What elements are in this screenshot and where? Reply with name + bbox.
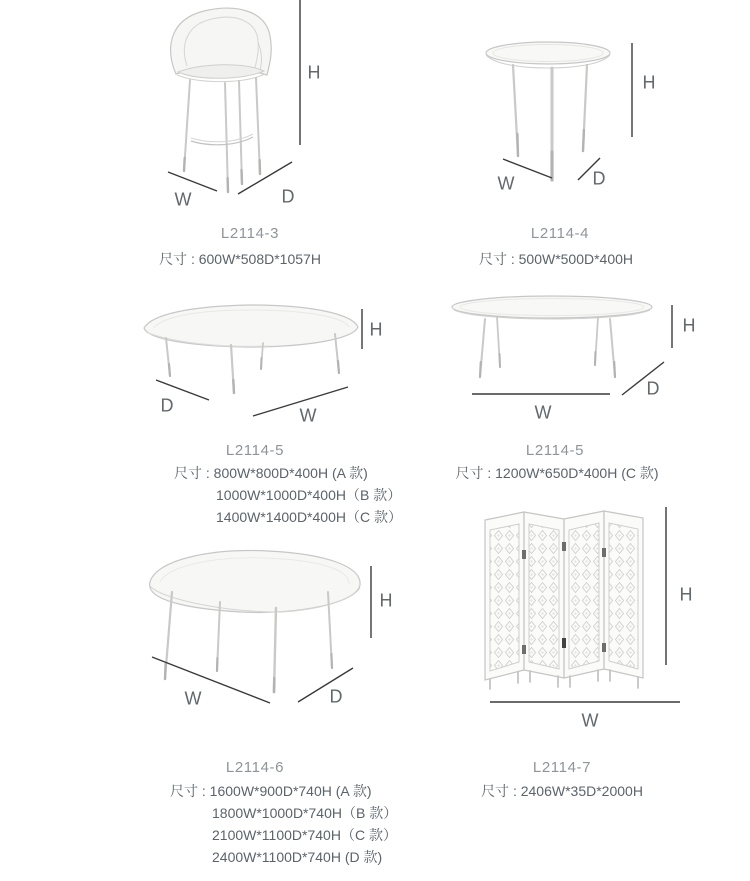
bar-chair-sketch-icon	[140, 0, 340, 220]
oval-dining-table-sketch-icon	[130, 540, 410, 720]
round-side-table-sketch-icon	[460, 20, 660, 210]
depth-label: D	[281, 186, 295, 207]
product-code: L2114-6	[225, 759, 285, 776]
product-dimensions	[90, 248, 390, 270]
product-code: L2114-7	[532, 759, 592, 776]
depth-label: D	[592, 168, 606, 189]
size-line: 1000W*1000D*400H（B 款）	[216, 487, 402, 503]
height-label: H	[369, 319, 383, 340]
height-label: H	[682, 315, 696, 336]
size-line: 2100W*1100D*740H（C 款）	[212, 827, 397, 843]
product-dimensions	[174, 462, 402, 528]
width-label: W	[534, 402, 552, 423]
height-label: H	[307, 62, 321, 83]
size-line: 1800W*1000D*740H（B 款）	[212, 805, 398, 821]
product-dimensions	[406, 248, 706, 270]
width-label: W	[174, 189, 192, 210]
product-code: L2114-4	[530, 225, 590, 242]
size-line: 尺寸 : 500W*500D*400H	[478, 251, 634, 267]
product-dimensions	[407, 462, 707, 484]
size-line: 尺寸 : 1600W*900D*740H (A 款)	[170, 783, 372, 799]
folding-screen-sketch-icon	[460, 490, 700, 740]
product-code: L2114-5	[225, 442, 285, 459]
product-dimensions	[412, 780, 712, 802]
size-line: 尺寸 : 800W*800D*400H (A 款)	[174, 465, 368, 481]
product-code: L2114-3	[220, 225, 280, 242]
width-label: W	[184, 688, 202, 709]
size-line: 尺寸 : 600W*508D*1057H	[159, 251, 321, 267]
size-line: 2400W*1100D*740H (D 款)	[212, 849, 383, 865]
height-label: H	[679, 584, 693, 605]
height-label: H	[379, 590, 393, 611]
size-line: 尺寸 : 2406W*35D*2000H	[481, 783, 643, 799]
product-dimensions	[170, 780, 397, 868]
product-code: L2114-5	[525, 442, 585, 459]
width-label: W	[299, 405, 317, 426]
size-line: 1400W*1400D*400H（C 款）	[216, 509, 402, 525]
depth-label: D	[160, 395, 174, 416]
height-label: H	[642, 72, 656, 93]
oval-coffee-table-sketch-icon	[440, 280, 710, 430]
depth-label: D	[329, 686, 343, 707]
depth-label: D	[646, 378, 660, 399]
width-label: W	[497, 173, 515, 194]
size-line: 尺寸 : 1200W*650D*400H (C 款)	[455, 465, 659, 481]
width-label: W	[581, 710, 599, 731]
